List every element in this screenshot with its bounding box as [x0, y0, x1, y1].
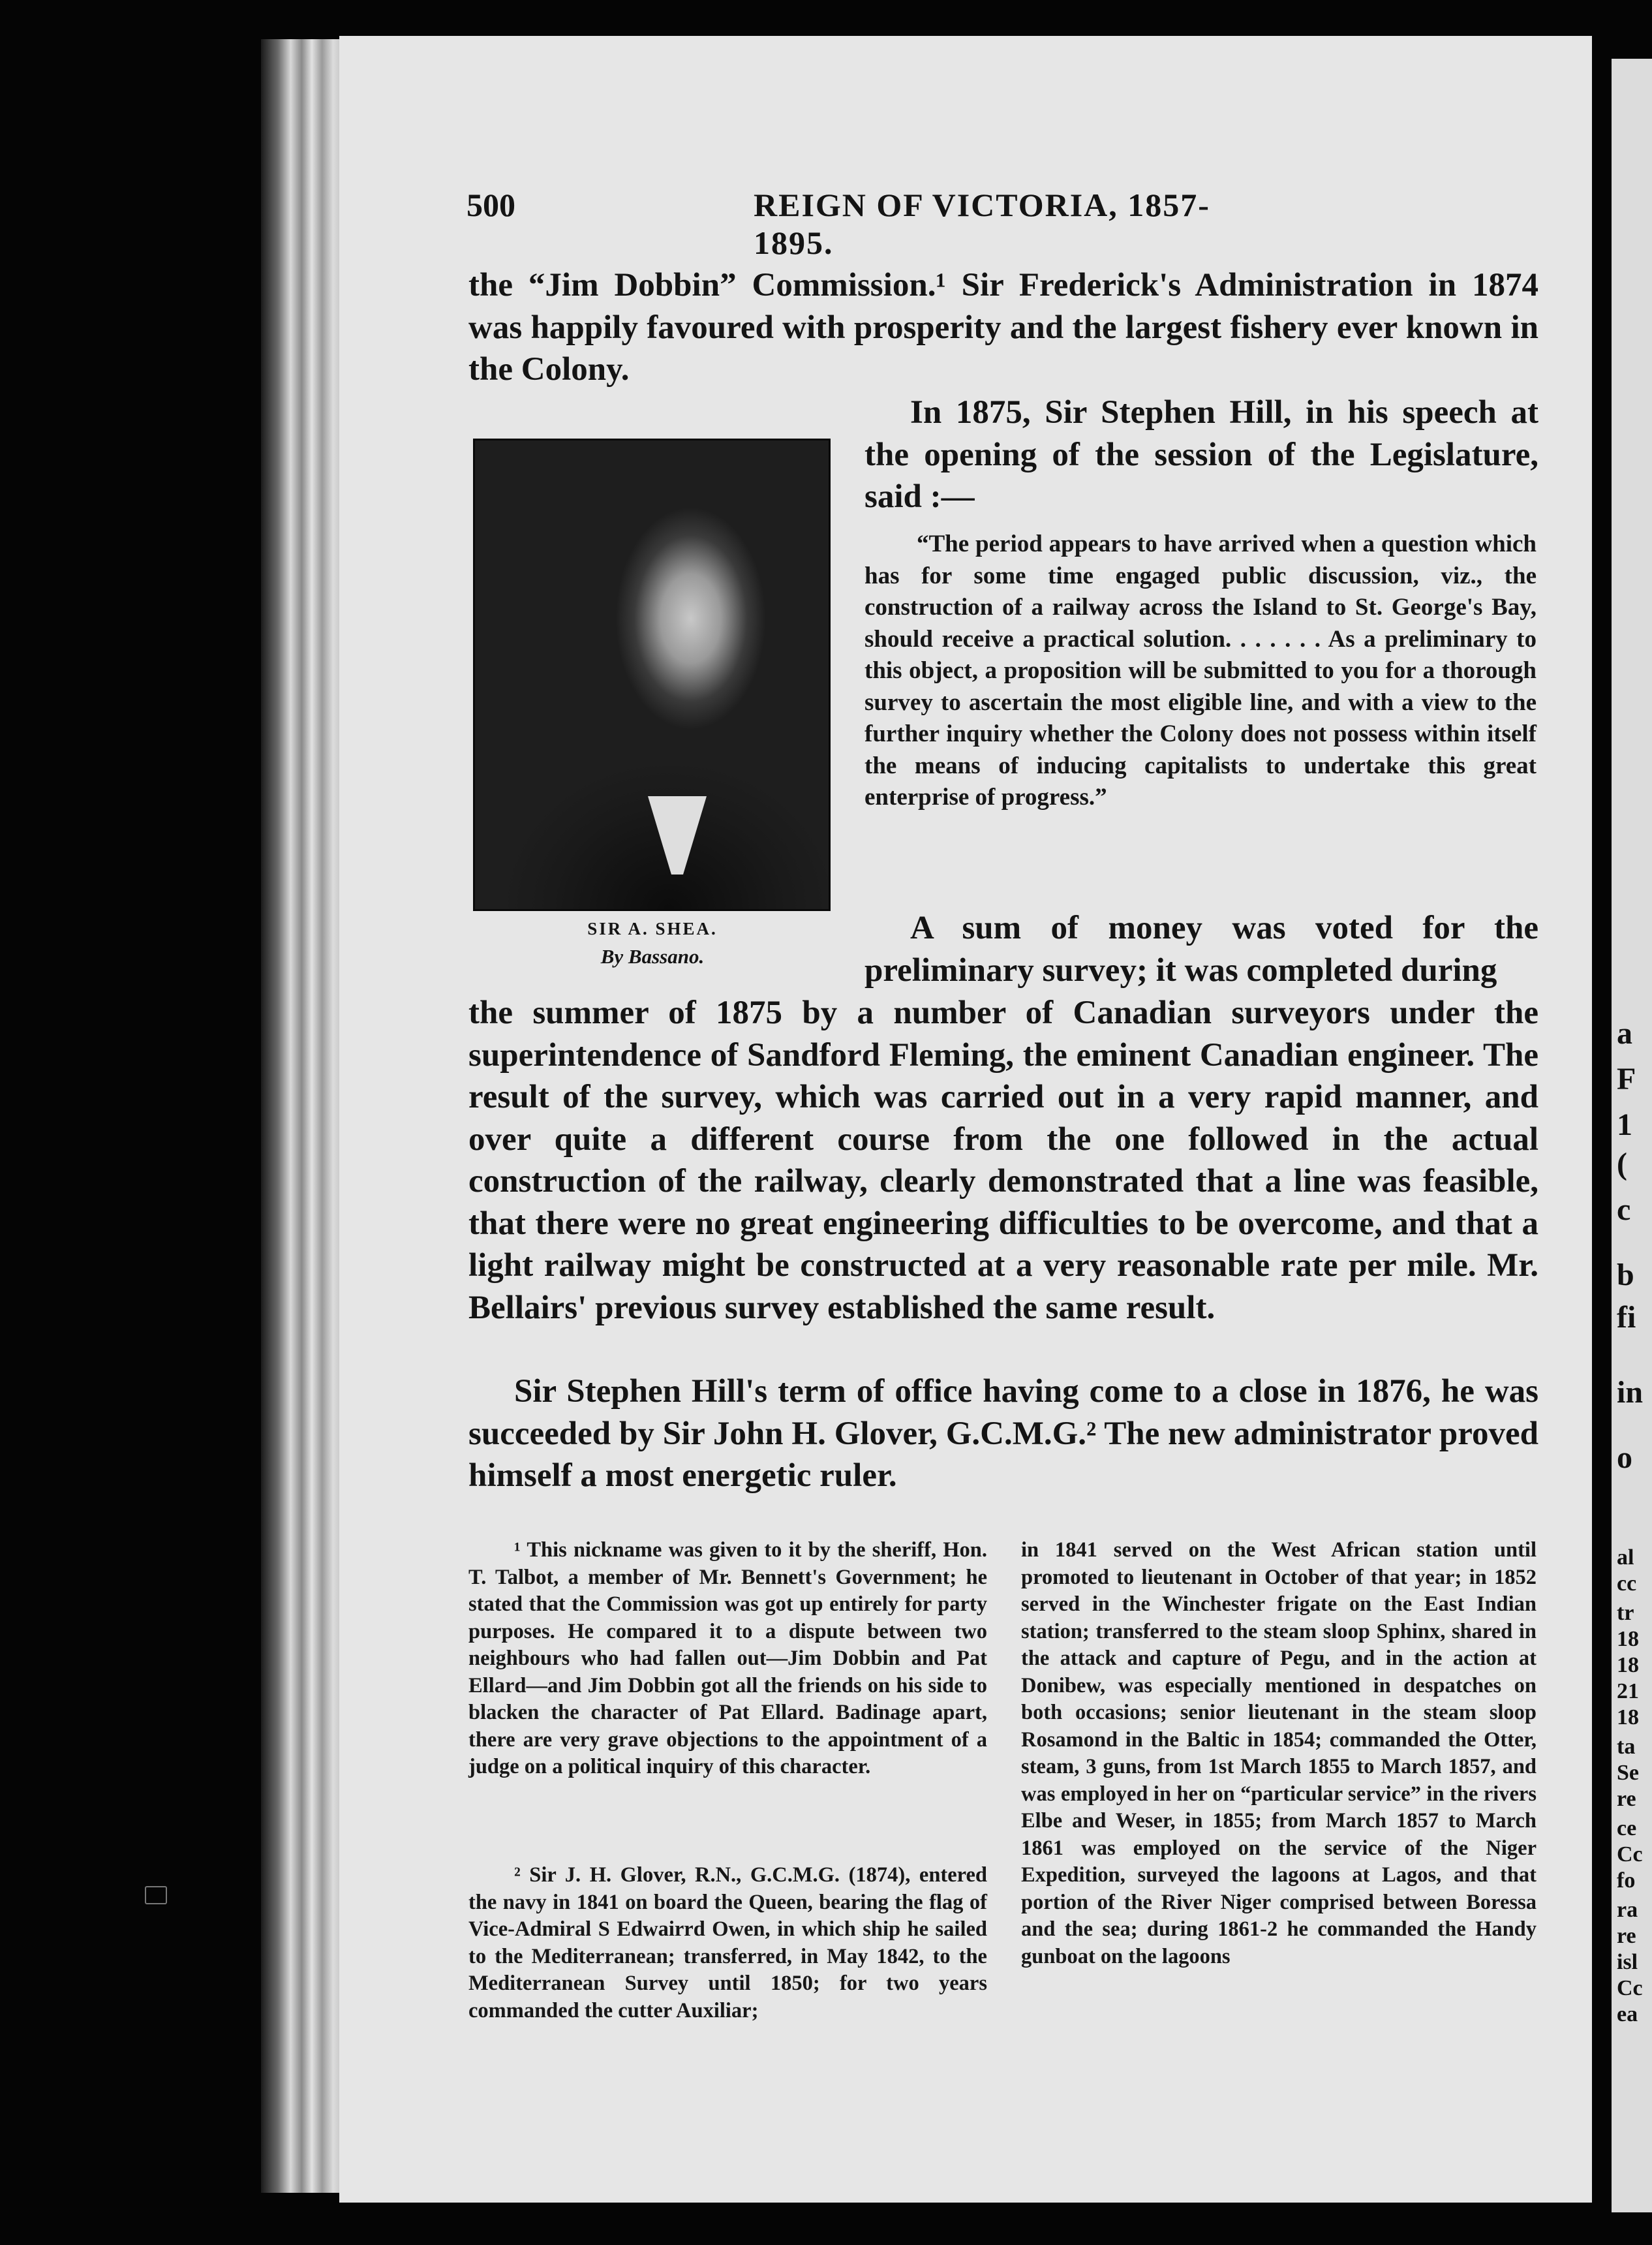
adjacent-page-fragment: ce [1617, 1816, 1637, 1840]
speech-quotation: “The period appears to have arrived when a question which has for some time engaged public discussion, viz., the construction of a railway across the Island to St. George's Bay, should receive a practical solution. . . . . . . As a preliminary to this object, a proposition will be submitted to you for a thorough survey to ascertain the most eligible line, and with a view to the further inquiry whether the Colony does not possess within itself the means of inducing capitalists to undertake this great enterprise of progress.” [864, 531, 1537, 811]
adjacent-page-fragment: 1 [1617, 1107, 1632, 1142]
film-mark [145, 1886, 167, 1904]
paragraph-survey-vote: A sum of money was voted for the preliminary survey; it was completed during [864, 910, 1538, 989]
adjacent-page-fragment: al [1617, 1545, 1634, 1570]
portrait-collar [648, 796, 707, 875]
adjacent-page-fragment: c [1617, 1192, 1631, 1227]
paragraph-speech-intro: In 1875, Sir Stephen Hill, in his speech at the opening of the session of the Legislature, said :— [864, 394, 1538, 515]
adjacent-page-fragment: 18 [1617, 1653, 1639, 1677]
adjacent-page-fragment: ta [1617, 1735, 1636, 1759]
adjacent-page-fragment: cc [1617, 1572, 1637, 1596]
adjacent-page-fragment: 18 [1617, 1705, 1639, 1729]
portrait-caption-name: SIR A. SHEA. [587, 919, 718, 938]
portrait-photo [473, 439, 831, 911]
adjacent-page-fragment: fi [1617, 1300, 1636, 1335]
book-binding-edge [261, 39, 346, 2193]
adjacent-page-fragment: 18 [1617, 1627, 1639, 1651]
adjacent-page-edge [1612, 59, 1652, 2212]
footnote-2-continued: in 1841 served on the West African station until promoted to lieutenant in October of that year; in 1852 served in the Winchester frigate on the East Indian station; transferred to the steam sloop Sphinx, shared in the attack and capture of Pegu, and in the action at Donibew, was especially mentioned in despatches on both occasions; senior lieutenant in the steam sloop Rosamond in the Baltic in 1854; commanded the Otter, steam, 3 guns, from 1st March 1855 to March 1857, and was employed in her on “particular service” in the rivers Elbe and Weser, in 1855; from March 1857 to March 1861 was employed on the service of the Niger Expedition, surveyed the lagoons at Lagos, and that portion of the River Niger comprised between Boressa and the sea; during 1861-2 he commanded the Handy gunboat on the lagoons [1021, 1538, 1537, 1968]
adjacent-page-fragment: fo [1617, 1868, 1636, 1893]
adjacent-page-fragment: b [1617, 1258, 1634, 1292]
adjacent-page-fragment: a [1617, 1016, 1632, 1051]
footnote-2: ² Sir J. H. Glover, R.N., G.C.M.G. (1874), entered the navy in 1841 on board the Queen, bearing the flag of Vice-Admiral S Edwairrd Owen, in which ship he sailed to the Mediterranean; transferred, in May 1842, to the Mediterranean Survey until 1850; for two years commanded the cutter Auxiliar; [468, 1863, 987, 2022]
adjacent-page-fragment: ( [1617, 1147, 1627, 1181]
adjacent-page-fragment: in [1617, 1375, 1644, 1410]
adjacent-page-fragment: Cc [1617, 1842, 1643, 1866]
running-title: REIGN OF VICTORIA, 1857-1895. [754, 187, 1210, 261]
adjacent-page-fragment: Cc [1617, 1976, 1643, 2000]
paragraph-survey-result: the summer of 1875 by a number of Canadian surveyors under the superintendence of Sandford Fleming, the eminent Canadian engineer. The result of the survey, which was carried out in a very rapid manner, and over quite a different course from the one followed in the actual construction of the railway, clearly demonstrated that a line was feasible, that there were no great engineering difficulties to be overcome, and that a light railway might be constructed at a very reasonable rate per mile. Mr. Bellairs' previous survey established the same result. [468, 995, 1538, 1326]
footnote-1: ¹ This nickname was given to it by the sheriff, Hon. T. Talbot, a member of Mr. Bennett's Government; he stated that the Commission was got up entirely for party purposes. He compared it to a dispute between two neighbours who had fallen out—Jim Dobbin and Pat Ellard—and Jim Dobbin got all the friends on his side to blacken the character of Pat Ellard. Badinage apart, there are very grave objections to the appointment of a judge on a political inquiry of this character. [468, 1538, 987, 1778]
portrait-caption-credit: By Bassano. [600, 945, 705, 968]
adjacent-page-fragment: re [1617, 1924, 1636, 1948]
page-number: 500 [467, 187, 515, 223]
adjacent-page-fragment: ea [1617, 2002, 1638, 2026]
paragraph-glover-succession: Sir Stephen Hill's term of office having come to a close in 1876, he was succeeded by Sir John H. Glover, G.C.M.G.² The new administrator proved himself a most energetic ruler. [468, 1373, 1538, 1494]
adjacent-page-fragment: re [1617, 1787, 1636, 1811]
paragraph-commission: the “Jim Dobbin” Commission.¹ Sir Frederick's Administration in 1874 was happily favoured with prosperity and the largest fishery ever known in the Colony. [468, 267, 1538, 388]
adjacent-page-fragment: tr [1617, 1601, 1634, 1625]
adjacent-page-fragment: isl [1617, 1950, 1638, 1974]
adjacent-page-fragment: Se [1617, 1761, 1639, 1785]
adjacent-page-fragment: o [1617, 1440, 1632, 1475]
adjacent-page-fragment: ra [1617, 1898, 1638, 1922]
adjacent-page-fragment: F [1617, 1062, 1636, 1096]
adjacent-page-fragment: 21 [1617, 1679, 1639, 1703]
page-header [467, 186, 1282, 261]
